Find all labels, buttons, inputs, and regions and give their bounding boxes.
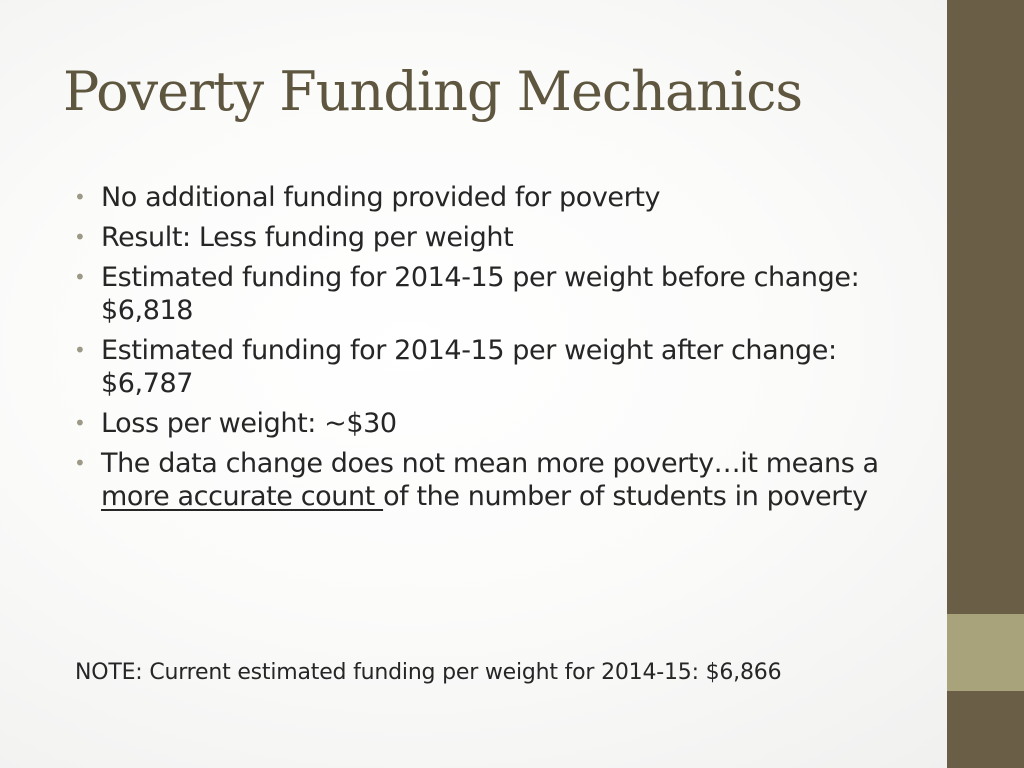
bullet-text: Estimated funding for 2014-15 per weight after change: $6,787	[101, 335, 837, 399]
bullet-list	[74, 181, 909, 520]
bullet-text-after: of the number of students in poverty	[383, 481, 868, 512]
bullet-text: Result: Less funding per weight	[101, 222, 514, 253]
bullet-item	[74, 447, 909, 513]
bullet-item	[74, 181, 909, 214]
underlined-emphasis: more accurate count	[101, 481, 384, 512]
footnote: NOTE: Current estimated funding per weight for 2014-15: $6,866	[75, 660, 782, 685]
bullet-text: No additional funding provided for poverty	[101, 182, 661, 213]
bullet-icon: •	[74, 185, 86, 209]
bullet-text-before: The data change does not mean more poverty…it means a	[101, 448, 879, 479]
slide-title: Poverty Funding Mechanics	[63, 60, 803, 123]
bullet-text: Estimated funding for 2014-15 per weight before change: $6,818	[101, 262, 860, 326]
bullet-item	[74, 261, 909, 327]
bullet-icon: •	[74, 451, 86, 475]
bullet-icon: •	[74, 225, 86, 249]
bullet-item	[74, 407, 909, 440]
bullet-icon: •	[74, 411, 86, 435]
bullet-item	[74, 221, 909, 254]
bullet-icon: •	[74, 338, 86, 362]
bullet-text: Loss per weight: ~$30	[101, 408, 397, 439]
sidebar-accent-block	[947, 614, 1024, 691]
bullet-icon: •	[74, 265, 86, 289]
bullet-item	[74, 334, 909, 400]
